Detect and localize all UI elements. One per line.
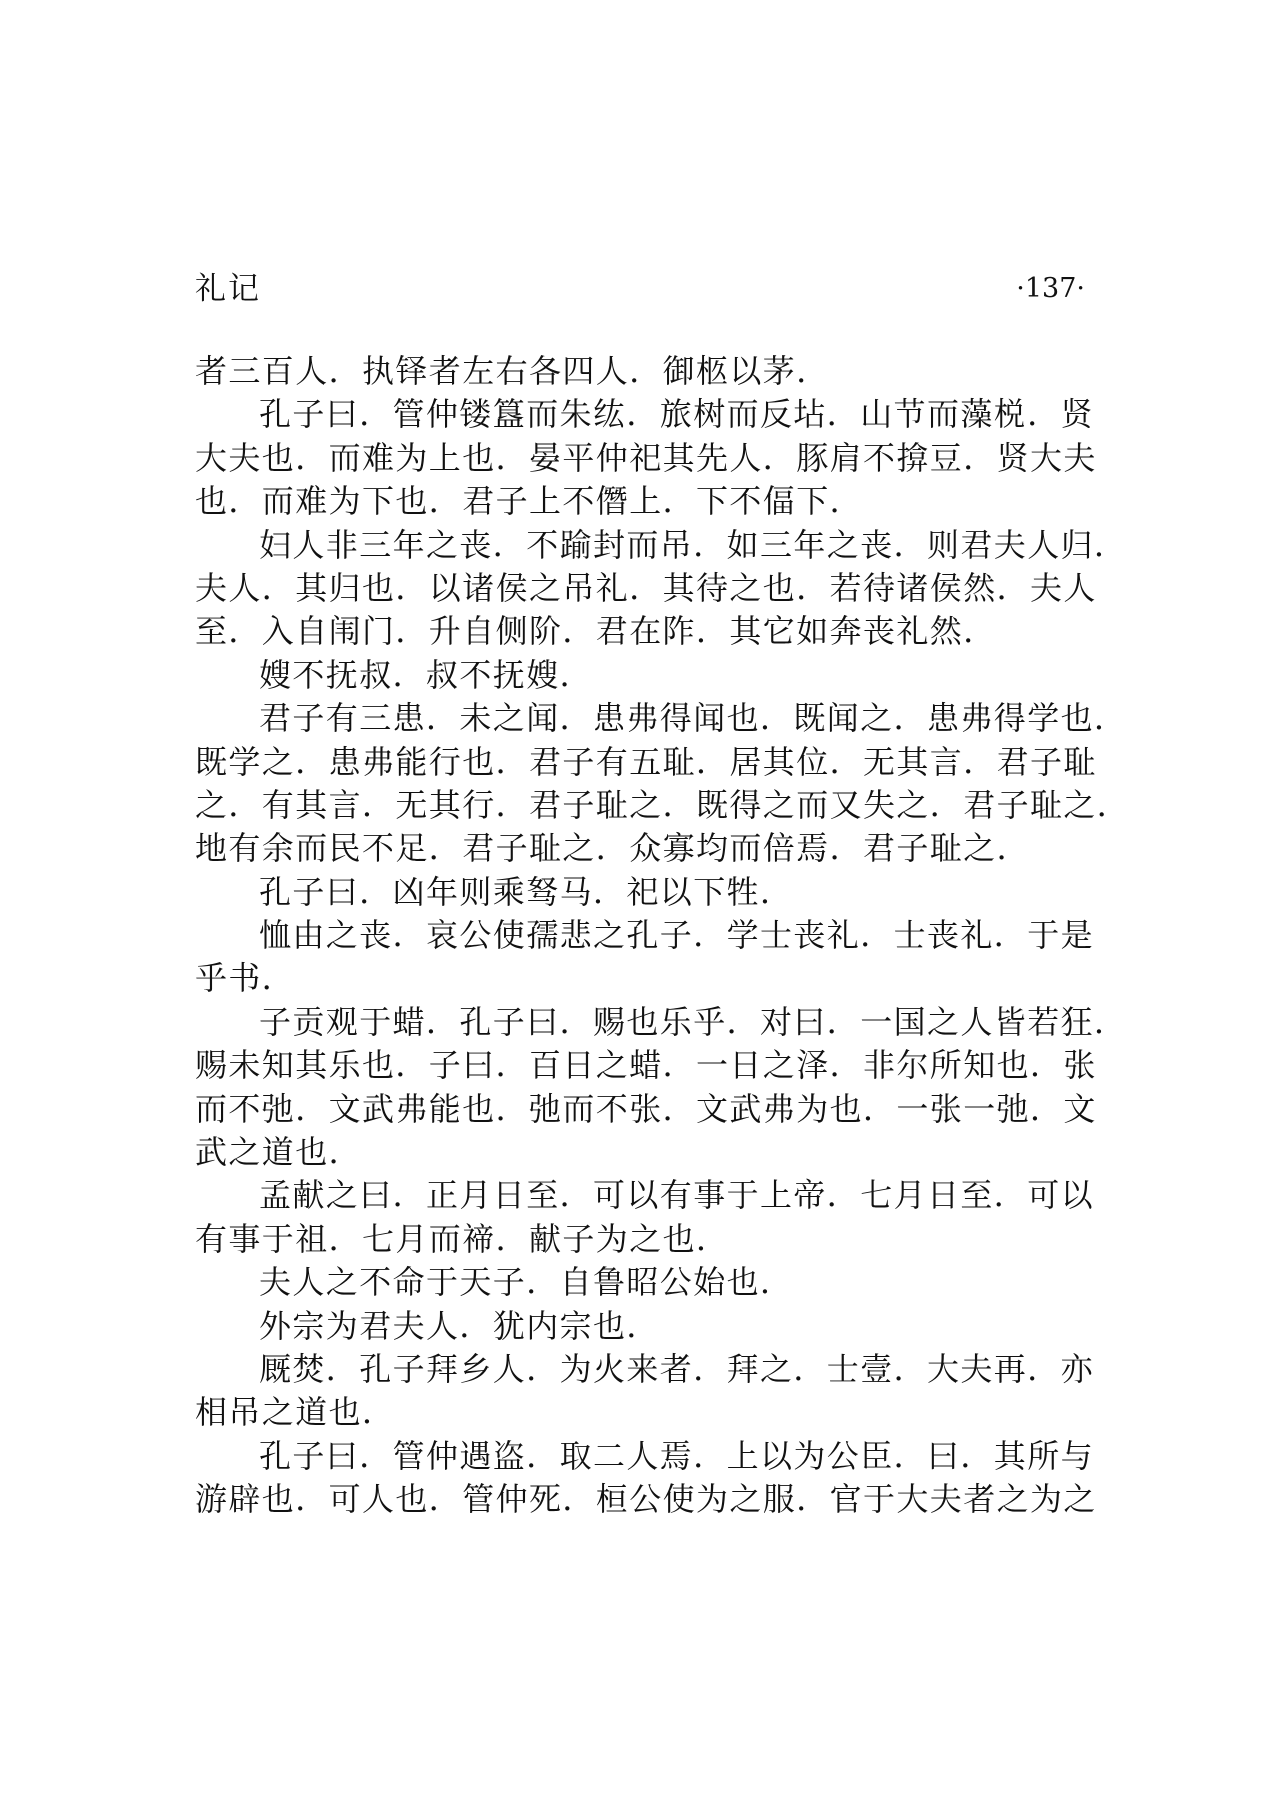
text-line: 子贡观于蜡．孔子曰．赐也乐乎．对曰．一国之人皆若狂． bbox=[259, 1002, 1128, 1041]
text-line: 有事于祖．七月而禘．献子为之也． bbox=[195, 1219, 730, 1258]
text-line: 游辟也．可人也．管仲死．桓公使为之服．官于大夫者之为之 bbox=[195, 1480, 1097, 1519]
text-line: 孔子曰．管仲镂簋而朱纮．旅树而反坫．山节而藻棁．贤 bbox=[259, 395, 1095, 434]
text-line: 既学之．患弗能行也．君子有五耻．居其位．无其言．君子耻 bbox=[195, 742, 1097, 781]
page-number: ·137· bbox=[1016, 273, 1085, 304]
text-line: 赐未知其乐也．子曰．百日之蜡．一日之泽．非尔所知也．张 bbox=[195, 1046, 1097, 1085]
text-line: 孔子曰．凶年则乘驽马．祀以下牲． bbox=[259, 872, 794, 911]
text-line: 之．有其言．无其行．君子耻之．既得之而又失之．君子耻之． bbox=[195, 785, 1131, 824]
text-line: 乎书． bbox=[195, 959, 296, 998]
text-line: 而不弛．文武弗能也．弛而不张．文武弗为也．一张一弛．文 bbox=[195, 1089, 1097, 1128]
text-line: 厩焚．孔子拜乡人．为火来者．拜之．士壹．大夫再．亦 bbox=[259, 1349, 1095, 1388]
text-line: 大夫也．而难为上也．晏平仲祀其先人．豚肩不揜豆．贤大夫 bbox=[195, 438, 1097, 477]
text-line: 恤由之丧．哀公使孺悲之孔子．学士丧礼．士丧礼．于是 bbox=[259, 916, 1095, 955]
text-line: 地有余而民不足．君子耻之．众寡均而倍焉．君子耻之． bbox=[195, 829, 1031, 868]
text-line: 也．而难为下也．君子上不僭上．下不偪下． bbox=[195, 482, 864, 521]
text-line: 武之道也． bbox=[195, 1133, 363, 1172]
page-header bbox=[195, 268, 1085, 310]
text-line: 夫人．其归也．以诸侯之吊礼．其待之也．若待诸侯然．夫人 bbox=[195, 568, 1097, 607]
text-line: 嫂不抚叔．叔不抚嫂． bbox=[259, 655, 594, 694]
text-line: 至．入自闱门．升自侧阶．君在阼．其它如奔丧礼然． bbox=[195, 612, 997, 651]
text-line: 孟献之曰．正月日至．可以有事于上帝．七月日至．可以 bbox=[259, 1176, 1095, 1215]
text-line: 妇人非三年之丧．不踰封而吊．如三年之丧．则君夫人归． bbox=[259, 525, 1128, 564]
text-line: 相吊之道也． bbox=[195, 1393, 396, 1432]
text-line: 外宗为君夫人．犹内宗也． bbox=[259, 1306, 660, 1345]
text-body bbox=[195, 350, 1131, 1522]
text-line: 君子有三患．未之闻．患弗得闻也．既闻之．患弗得学也． bbox=[259, 699, 1128, 738]
text-line: 孔子曰．管仲遇盗．取二人焉．上以为公臣．曰．其所与 bbox=[259, 1436, 1095, 1475]
text-line: 者三百人．执铎者左右各四人．御柩以茅． bbox=[195, 352, 830, 390]
text-line: 夫人之不命于天子．自鲁昭公始也． bbox=[259, 1263, 794, 1302]
book-title: 礼记 bbox=[195, 271, 261, 307]
